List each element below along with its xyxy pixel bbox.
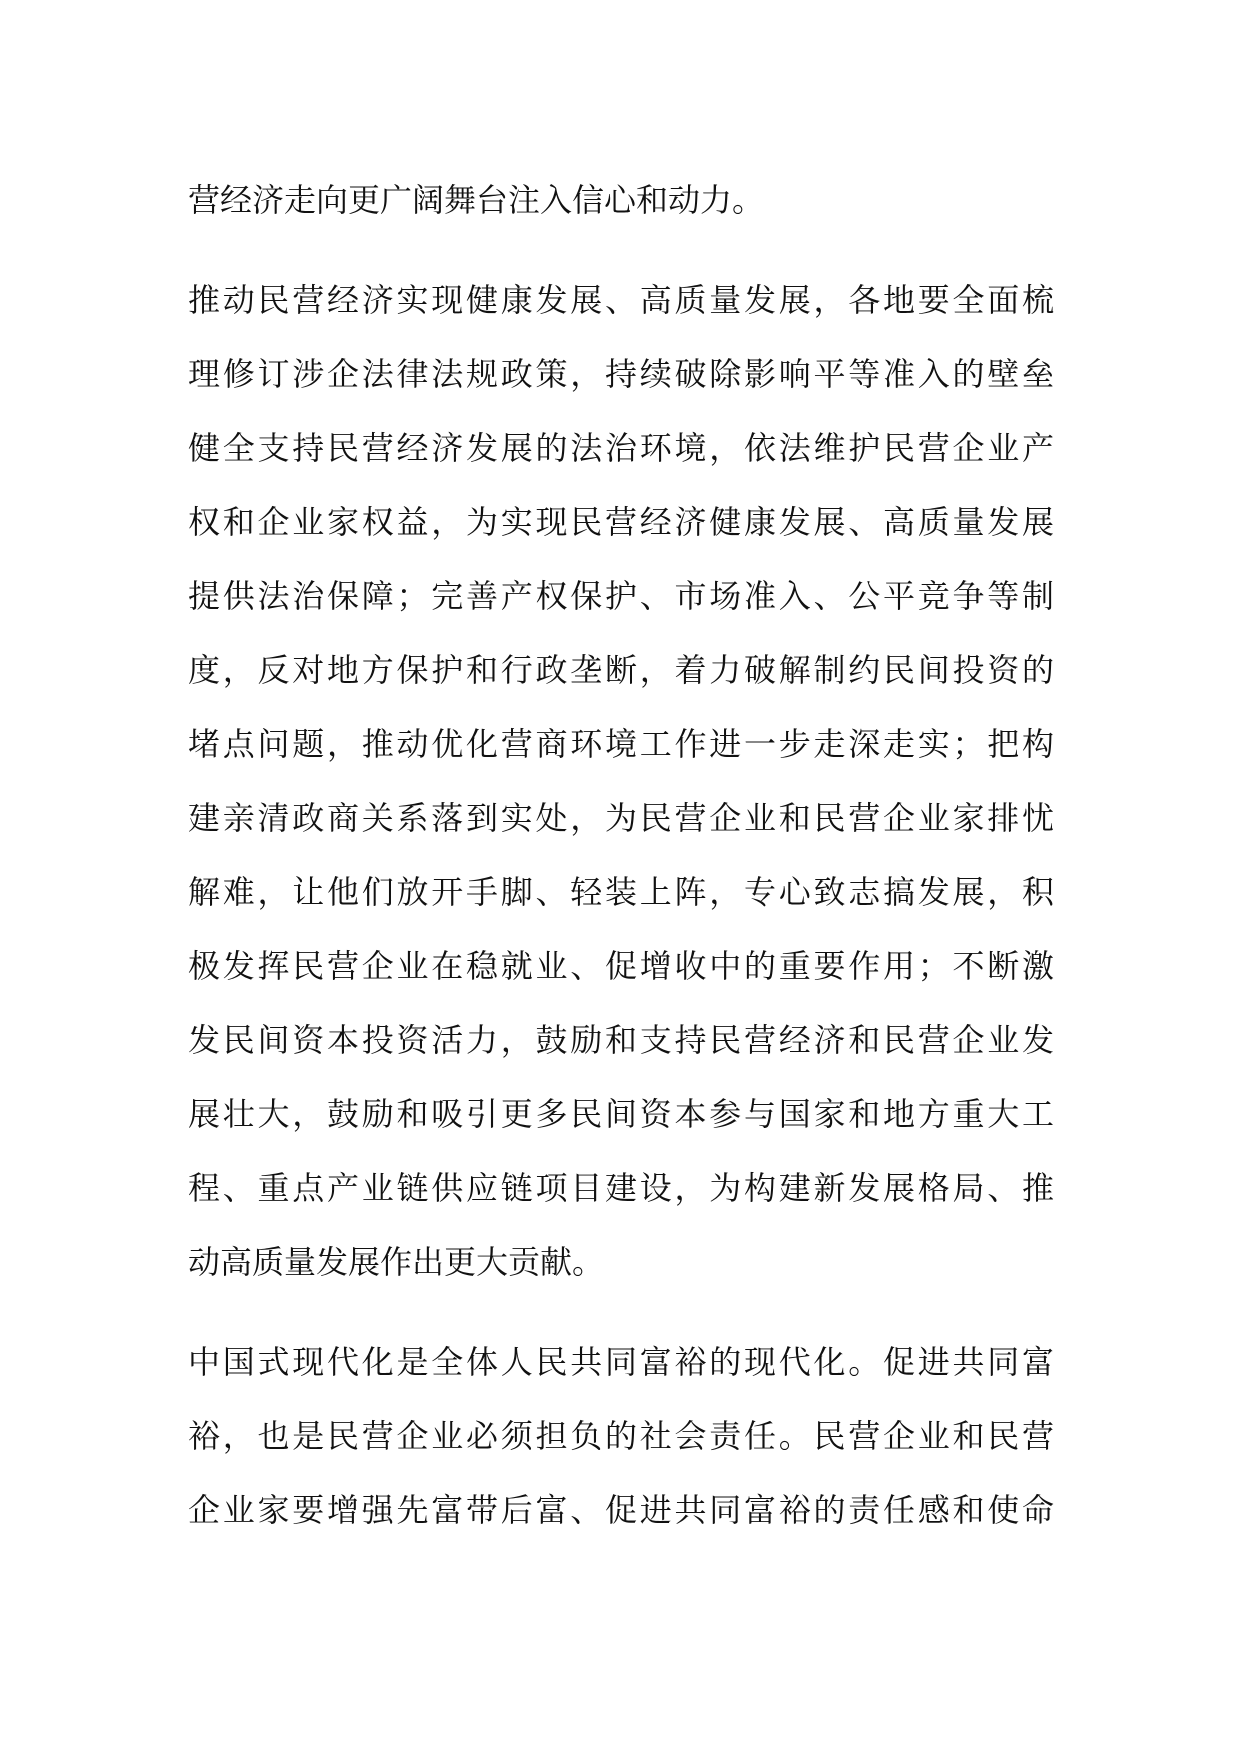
paragraph-spacer — [188, 237, 1054, 263]
text-line: 堵点问题，推动优化营商环境工作进一步走深走实；把构 — [188, 725, 1054, 763]
text-line: 中国式现代化是全体人民共同富裕的现代化。促进共同富 — [188, 1343, 1054, 1381]
text-line: 推动民营经济实现健康发展、高质量发展，各地要全面梳 — [188, 281, 1054, 319]
text-line: 解难，让他们放开手脚、轻装上阵，专心致志搞发展，积 — [188, 873, 1054, 911]
text-line: 营经济走向更广阔舞台注入信心和动力。 — [188, 181, 765, 219]
text-line: 极发挥民营企业在稳就业、促增收中的重要作用；不断激 — [188, 947, 1054, 985]
text-line: 展壮大，鼓励和吸引更多民间资本参与国家和地方重大工 — [188, 1095, 1054, 1133]
text-line: 建亲清政商关系落到实处，为民营企业和民营企业家排忧 — [188, 799, 1054, 837]
text-line: 发民间资本投资活力，鼓励和支持民营经济和民营企业发 — [188, 1021, 1054, 1059]
paragraph-1 — [188, 163, 1054, 237]
text-line: 裕，也是民营企业必须担负的社会责任。民营企业和民营 — [188, 1417, 1054, 1455]
document-body — [188, 163, 1054, 1547]
text-line: 动高质量发展作出更大贡献。 — [188, 1243, 605, 1281]
text-line: 权和企业家权益，为实现民营经济健康发展、高质量发展 — [188, 503, 1054, 541]
text-line: 健全支持民营经济发展的法治环境，依法维护民营企业产 — [188, 429, 1054, 467]
text-line: 提供法治保障；完善产权保护、市场准入、公平竞争等制 — [188, 577, 1054, 615]
text-line: 企业家要增强先富带后富、促进共同富裕的责任感和使命 — [188, 1491, 1054, 1529]
paragraph-2 — [188, 263, 1054, 1299]
paragraph-3 — [188, 1325, 1054, 1547]
text-line: 理修订涉企法律法规政策，持续破除影响平等准入的壁垒 — [188, 355, 1054, 393]
paragraph-spacer — [188, 1299, 1054, 1325]
text-line: 程、重点产业链供应链项目建设，为构建新发展格局、推 — [188, 1169, 1054, 1207]
text-line: 度，反对地方保护和行政垄断，着力破解制约民间投资的 — [188, 651, 1054, 689]
